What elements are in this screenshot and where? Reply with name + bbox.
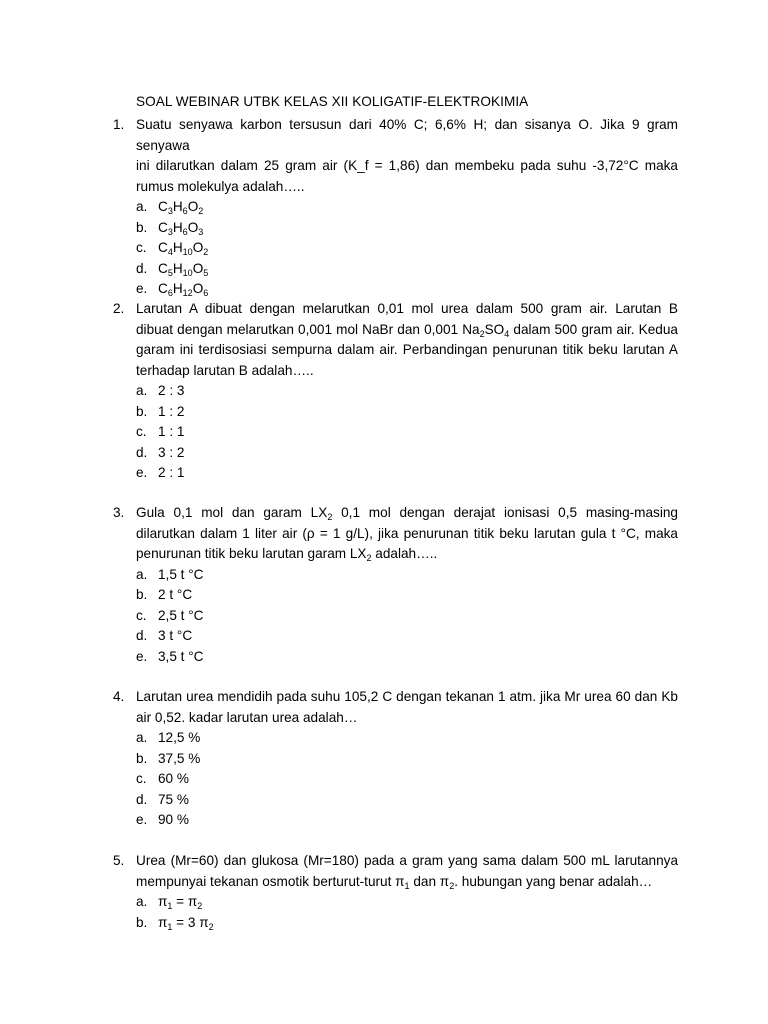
answer-option [113,463,678,484]
question-3 [113,503,678,667]
answer-option [113,728,678,749]
question-stem-line: dilarutkan dalam 1 liter air (ρ = 1 g/L), jika penurunan titik beku larutan gula t °C, maka [136,525,678,541]
option-label: a. [136,383,148,398]
option-text: 60 % [158,771,189,786]
option-text: $C_3H_6O_2$ [158,199,204,216]
answer-option [113,606,678,627]
answer-option [113,810,678,831]
question-stem-line: ini dilarutkan dalam 25 gram air (K_f = 1,86) dan membeku pada suhu -3,72°C maka [136,158,678,173]
question-stem-line: Gula 0,1 mol dan garam $LX_2$ 0,1 mol dengan derajat ionisasi 0,5 masing-masing [136,505,678,522]
question-1 [113,115,678,300]
option-text: 37,5 % [158,750,201,766]
option-text: $\pi_1 = \pi_2$ [158,894,203,911]
answer-option [113,381,678,402]
question-stem-line: penurunan titik beku larutan garam $LX_2$ adalah….. [136,546,438,563]
option-label: b. [136,219,148,235]
option-text: 1 : 1 [158,424,185,439]
answer-option [113,238,678,259]
answer-option [113,279,678,300]
option-label: c. [136,240,147,255]
option-text: $C_3H_6O_3$ [158,219,204,237]
answer-option [113,197,678,218]
question-stem-line: dibuat dengan melarutkan 0,001 mol NaBr dan 0,001 $Na_2SO_4$ dalam 500 gram air. Kedua [136,321,678,339]
answer-option [113,585,678,606]
option-label: d. [136,260,148,276]
question-stem [136,115,678,197]
option-label: c. [136,771,147,786]
option-text: $C_5H_{10}O_5$ [158,260,209,278]
option-text: 2 : 1 [158,465,185,480]
option-label: c. [136,607,147,623]
option-label: a. [136,894,148,909]
question-4 [113,687,678,831]
answer-option [113,892,678,913]
option-label: e. [136,281,148,296]
answer-option [113,402,678,423]
answer-options [113,728,678,831]
option-label: d. [136,444,148,460]
option-text: $C_4H_{10}O_2$ [158,240,209,257]
option-text: 2 : 3 [158,383,185,398]
question-number: 2. [113,301,125,316]
answer-option [113,913,678,934]
question-number: 3. [113,505,125,520]
answer-option [113,647,678,668]
option-label: d. [136,791,148,807]
option-text: 2,5 t °C [158,607,204,623]
option-text: 90 % [158,812,189,827]
answer-option [113,259,678,280]
option-text: 2 t °C [158,587,193,602]
option-text: $C_6H_{12}O_6$ [158,281,209,298]
question-stem [136,851,678,892]
question-stem [136,299,678,381]
answer-option [113,749,678,770]
answer-option [113,790,678,811]
option-label: e. [136,465,148,480]
question-stem [136,503,678,565]
option-text: 3 t °C [158,628,193,643]
answer-option [113,769,678,790]
option-text: 3 : 2 [158,444,185,460]
option-text: 12,5 % [158,730,201,745]
answer-option [113,443,678,464]
question-number: 5. [113,853,125,868]
answer-option [113,565,678,586]
option-text: $\pi_1 = 3$ $\pi_2$ [158,914,214,932]
option-label: a. [136,566,148,582]
option-label: e. [136,812,148,827]
answer-options [113,381,678,484]
answer-option [113,422,678,443]
option-label: d. [136,628,148,643]
option-text: 3,5 t °C [158,648,204,664]
answer-options [113,892,678,933]
question-stem-line: garam ini terdisosiasi sempurna dalam air. Perbandingan penurunan titik beku larutan A [136,342,678,357]
option-label: b. [136,403,148,419]
answer-option [113,626,678,647]
answer-options [113,197,678,300]
option-text: 75 % [158,791,189,807]
question-stem-line: Suatu senyawa karbon tersusun dari 40% C; 6,6% H; dan sisanya O. Jika 9 gram senyawa [136,117,678,153]
question-5 [113,851,678,933]
option-label: e. [136,648,148,664]
document-title: SOAL WEBINAR UTBK KELAS XII KOLIGATIF-ELEKTROKIMIA [136,94,529,109]
option-label: a. [136,199,148,214]
question-stem-line: air 0,52. kadar larutan urea adalah… [136,709,358,725]
question-stem-line: terhadap larutan B adalah….. [136,362,314,378]
question-stem-line: Larutan urea mendidih pada suhu 105,2 C dengan tekanan 1 atm. jika Mr urea 60 dan Kb [136,689,678,704]
question-stem-line: rumus molekulya adalah….. [136,178,305,194]
option-label: b. [136,914,148,930]
question-2 [113,299,678,484]
question-stem-line: mempunyai tekanan osmotik berturut-turut $\pi_1$ dan $\pi_2$. hubungan yang benar adalah… [136,873,653,891]
option-label: c. [136,424,147,439]
option-text: 1,5 t °C [158,566,204,582]
answer-options [113,565,678,668]
option-text: 1 : 2 [158,403,185,419]
option-label: b. [136,587,148,602]
question-stem [136,687,678,728]
question-number: 1. [113,117,125,132]
question-stem-line: Larutan A dibuat dengan melarutkan 0,01 mol urea dalam 500 gram air. Larutan B [136,301,678,316]
answer-option [113,218,678,239]
question-stem-line: Urea (Mr=60) dan glukosa (Mr=180) pada a gram yang sama dalam 500 mL larutannya [136,853,678,868]
question-number: 4. [113,689,125,704]
option-label: a. [136,730,148,745]
option-label: b. [136,750,148,766]
